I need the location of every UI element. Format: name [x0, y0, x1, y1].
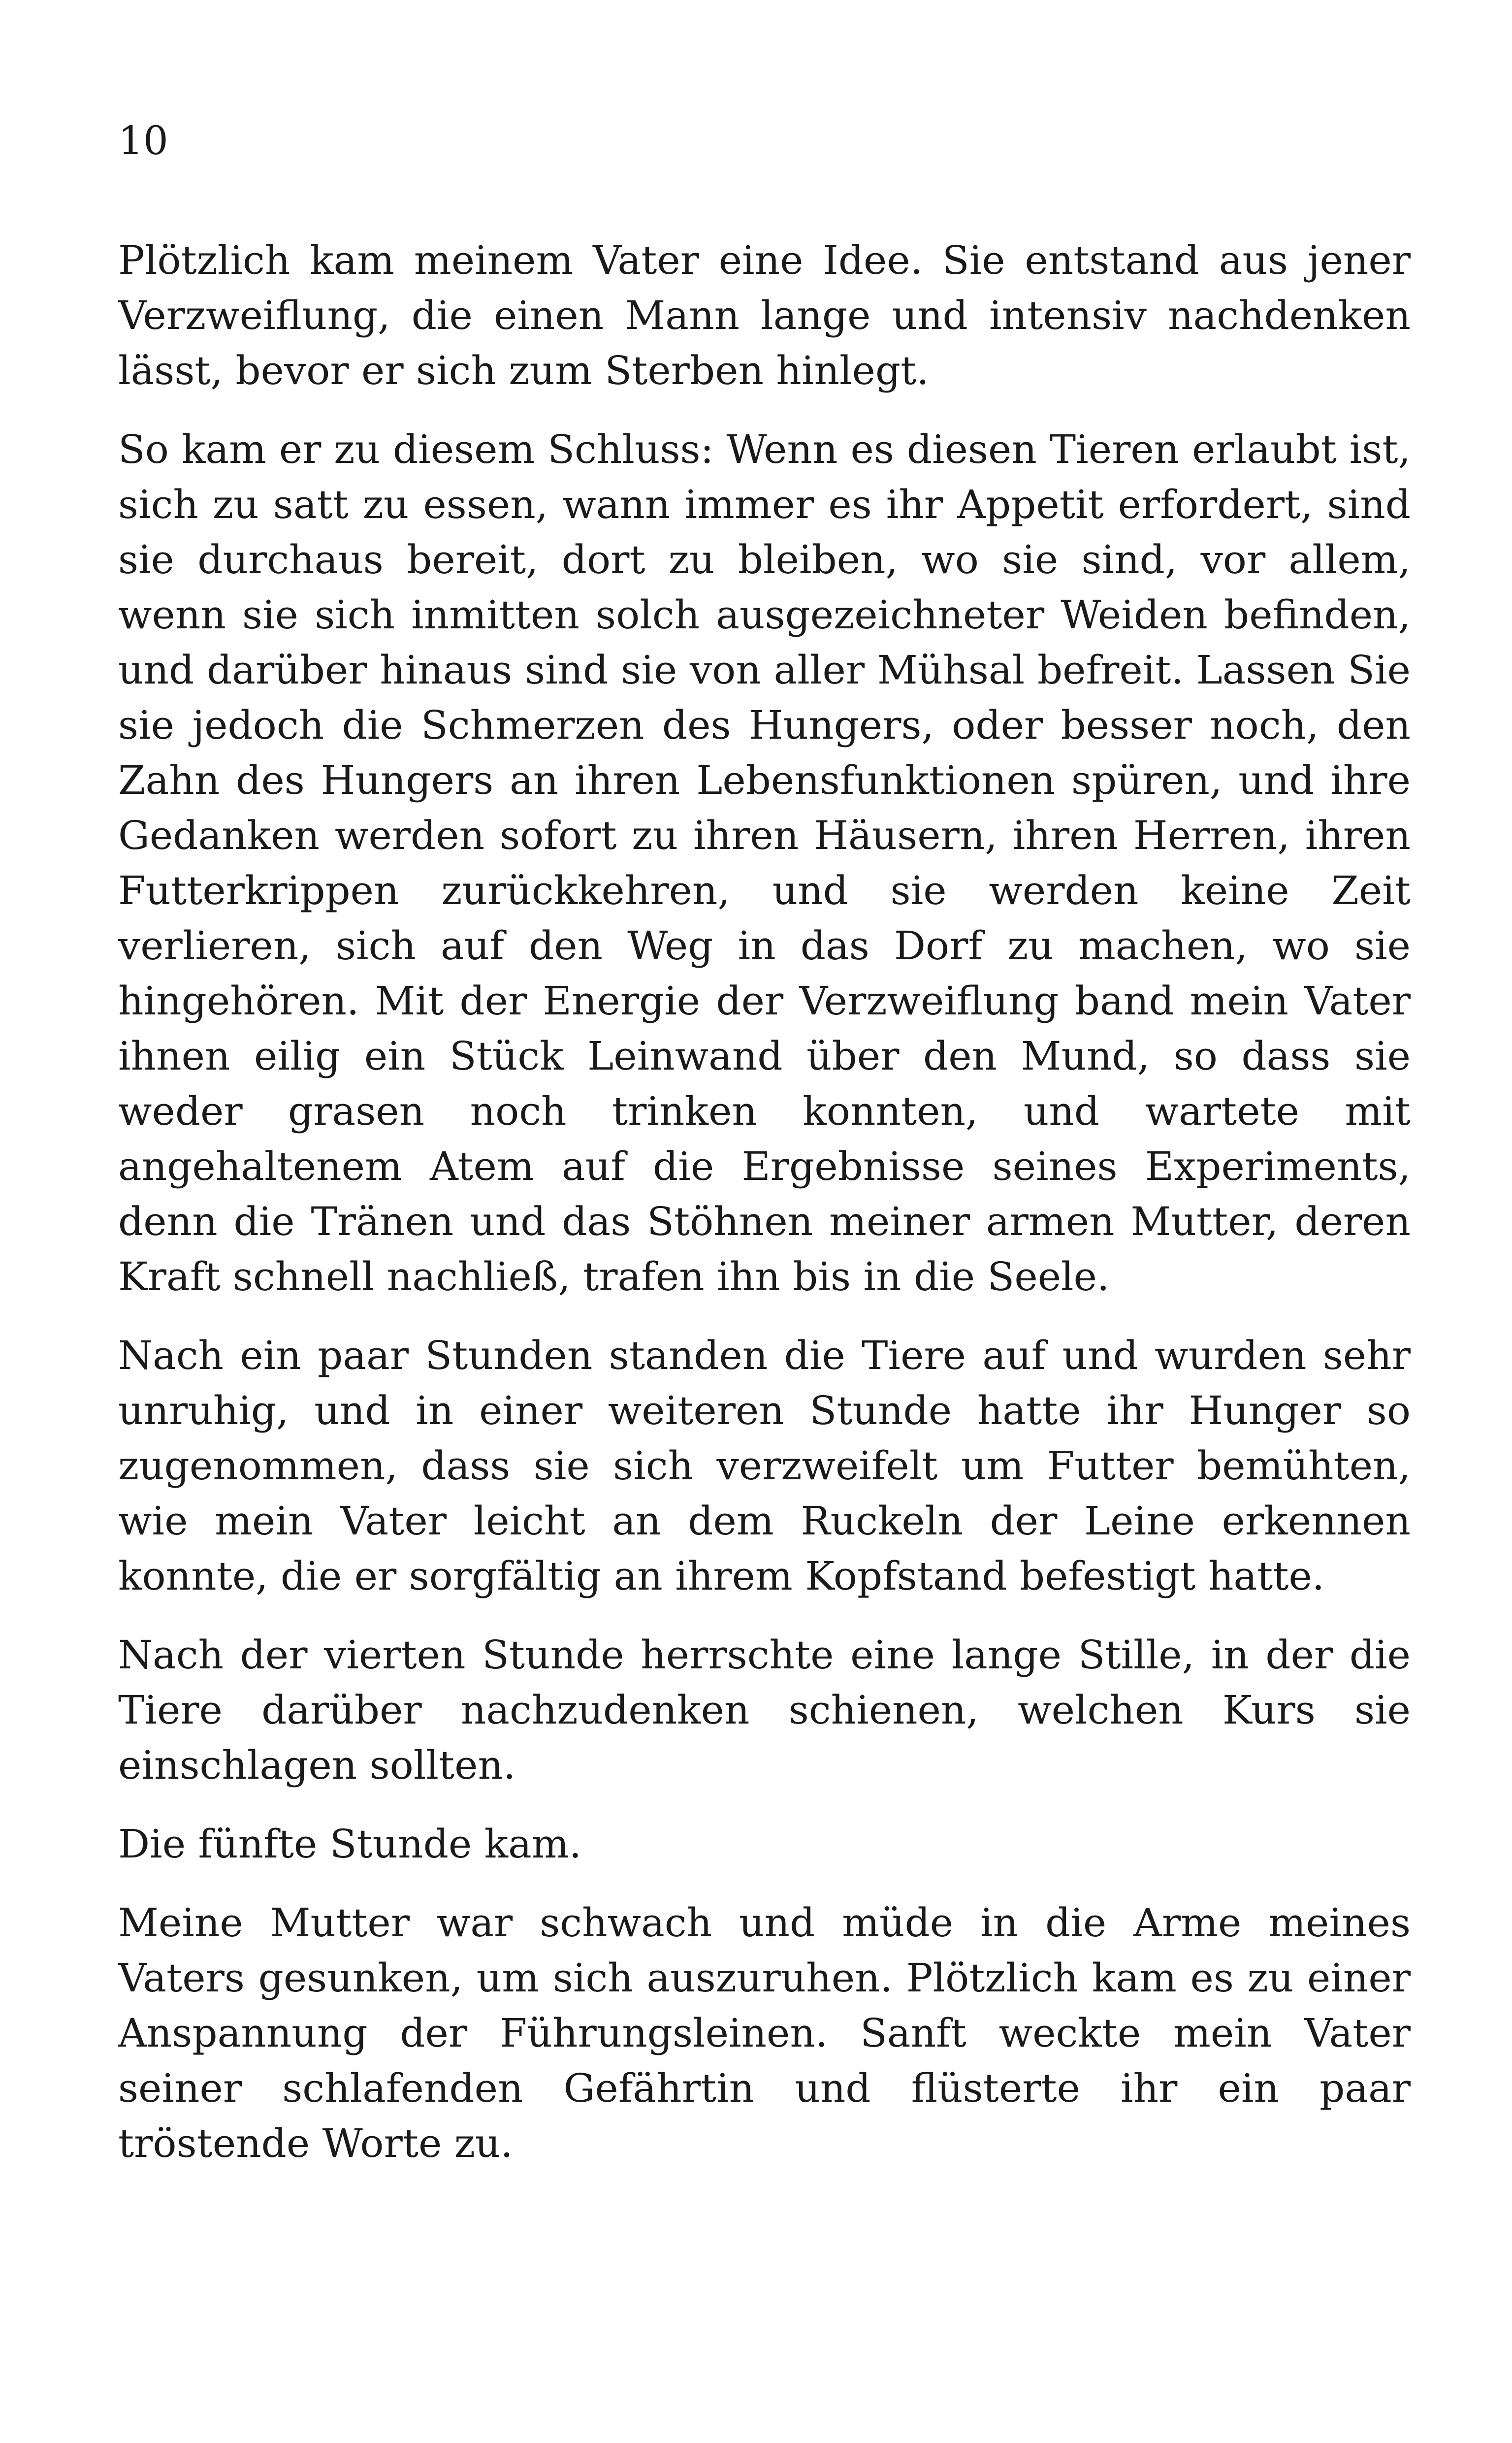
paragraph: So kam er zu diesem Schluss: Wenn es diesen Tieren erlaubt ist, sich zu satt zu essen, wann immer es ihr Appetit erfordert, sind sie durchaus bereit, dort zu bleiben, wo sie sind, vor allem, wenn sie sich inmitten solch ausgezeichneter Weiden befinden, und darüber hinaus sind sie von aller Mühsal befreit. Lassen Sie sie jedoch die Schmerzen des Hungers, oder besser noch, den Zahn des Hungers an ihren Lebensfunktionen spüren, und ihre Gedanken werden sofort zu ihren Häusern, ihren Herren, ihren Futterkrippen zurückkehren, und sie werden keine Zeit verlieren, sich auf den Weg in das Dorf zu machen, wo sie hingehören. Mit der Energie der Verzweiflung band mein Vater ihnen eilig ein Stück Leinwand über den Mund, so dass sie weder grasen noch trinken konnten, und wartete mit angehaltenem Atem auf die Ergebnisse seines Experiments, denn die Tränen und das Stöhnen meiner armen Mutter, deren Kraft schnell nachließ, trafen ihn bis in die Seele. — [118, 426, 1411, 1300]
paragraph: Nach der vierten Stunde herrschte eine lange Stille, in der die Tiere darüber nachzudenken schienen, welchen Kurs sie einschlagen sollten. — [118, 1632, 1411, 1788]
paragraph: Nach ein paar Stunden standen die Tiere auf und wurden sehr unruhig, und in einer weiteren Stunde hatte ihr Hunger so zugenommen, dass sie sich verzweifelt um Futter bemühten, wie mein Vater leicht an dem Ruckeln der Leine erkennen konnte, die er sorgfältig an ihrem Kopfstand befestigt hatte. — [118, 1333, 1411, 1599]
paragraph: Plötzlich kam meinem Vater eine Idee. Sie entstand aus jener Verzweiflung, die einen Mann lange und intensiv nachdenken lässt, bevor er sich zum Sterben hinlegt. — [118, 237, 1411, 393]
body-text — [118, 233, 1411, 2171]
paragraph: Meine Mutter war schwach und müde in die Arme meines Vaters gesunken, um sich auszuruhen. Plötzlich kam es zu einer Anspannung der Führungsleinen. Sanft weckte mein Vater seiner schlafenden Gefährtin und flüsterte ihr ein paar tröstende Worte zu. — [118, 1900, 1411, 2166]
page-number: 10 — [118, 118, 168, 163]
paragraph: Die fünfte Stunde kam. — [118, 1821, 582, 1867]
